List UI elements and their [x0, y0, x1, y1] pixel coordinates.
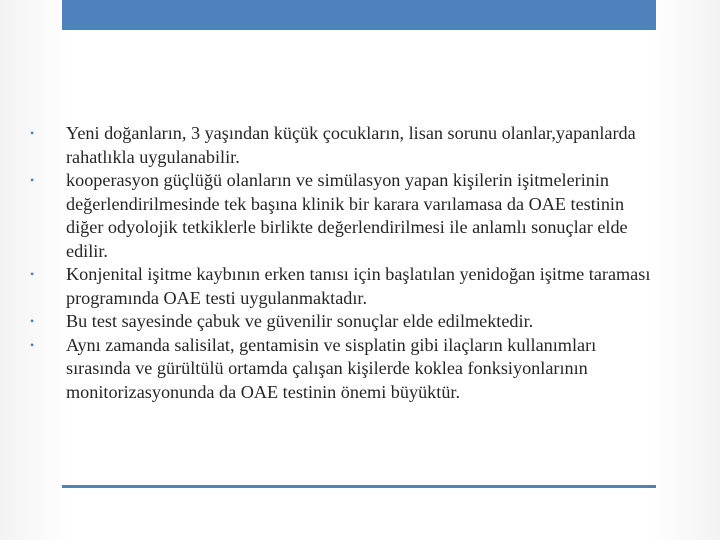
title-bar — [62, 0, 656, 30]
bullet-text: Yeni doğanların, 3 yaşından küçük çocukların, lisan sorunu olanlar,yapanlarda rahatlıkla uygulanabilir. — [66, 123, 636, 167]
bullet-icon: • — [30, 267, 35, 281]
bullet-item — [30, 334, 658, 405]
bullet-list — [30, 122, 658, 404]
bullet-item — [30, 122, 658, 169]
bullet-item — [30, 263, 658, 310]
bullet-item — [30, 310, 658, 334]
bullet-text: Bu test sayesinde çabuk ve güvenilir sonuçlar elde edilmektedir. — [66, 311, 534, 331]
bottom-divider — [62, 485, 656, 488]
bullet-icon: • — [30, 173, 35, 187]
bullet-text: Konjenital işitme kaybının erken tanısı için başlatılan yenidoğan işitme taraması programında OAE testi uygulanmaktadır. — [66, 264, 651, 308]
bullet-text: Aynı zamanda salisilat, gentamisin ve sisplatin gibi ilaçların kullanımları sırasında ve gürültülü ortamda çalışan kişilerde koklea fonksiyonlarının monitorizasyonunda da OAE testinin önemi büyüktür. — [66, 334, 597, 402]
bullet-icon: • — [30, 337, 35, 352]
bullet-icon: • — [30, 126, 35, 140]
bullet-text: kooperasyon güçlüğü olanların ve simülasyon yapan kişilerin işitmelerinin değerlendirilmesinde tek başına klinik bir karara varılamasa da OAE testinin diğer odyolojik tetkiklerle birlikte değerlendirilmesi ile anlamlı sonuçlar elde edilir. — [66, 170, 628, 261]
bullet-icon: • — [30, 314, 35, 328]
bullet-item — [30, 169, 658, 263]
